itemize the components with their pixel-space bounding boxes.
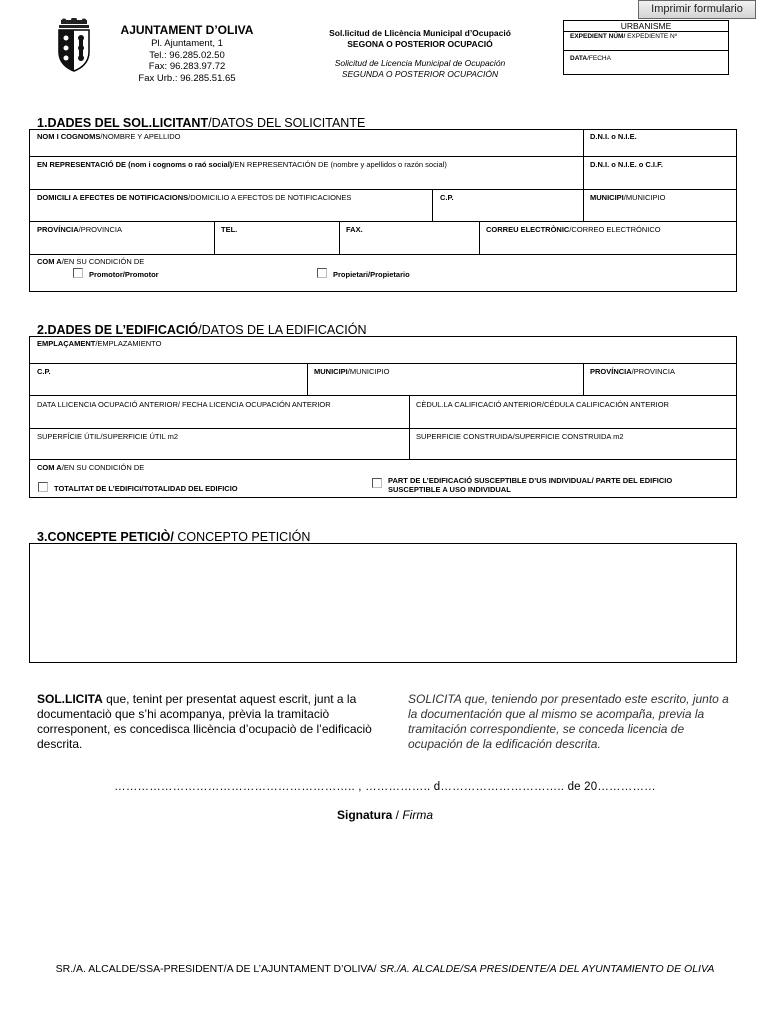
building-table bbox=[29, 336, 737, 498]
print-form-button[interactable]: Imprimir formulario bbox=[638, 0, 756, 19]
fax-field[interactable]: FAX. bbox=[346, 225, 363, 234]
form-title-spanish bbox=[300, 58, 540, 80]
urbanisme-box bbox=[563, 20, 729, 75]
municipality-field[interactable]: MUNICIPI/MUNICIPIO bbox=[590, 193, 666, 202]
section2-title: 2.DADES DE L’EDIFICACIÓ/DATOS DE LA EDIFICACIÓN bbox=[37, 323, 367, 337]
building-part-label: PART DE L’EDIFICACIÓ SUSCEPTIBLE D’US INDIVIDUAL/ PARTE DEL EDIFICIO SUSCEPTIBLE A USO INDIVIDUAL bbox=[388, 476, 673, 494]
council-name: AJUNTAMENT D’OLIVA bbox=[120, 23, 254, 37]
form-title-valencian bbox=[300, 28, 540, 50]
date-label: DATA/FECHA bbox=[570, 55, 611, 62]
promotor-label: Promotor/Promotor bbox=[89, 270, 159, 279]
request-concept-textarea[interactable] bbox=[29, 543, 737, 663]
promotor-checkbox[interactable] bbox=[73, 268, 83, 278]
building-postal-code-field[interactable]: C.P. bbox=[37, 367, 51, 376]
phone-line: Tel.: 96.285.02.50 bbox=[149, 49, 225, 61]
request-text-spanish: SOLICITA que, teniendo por presentado este escrito, junto a la documentación que al mismo se acompaña, previa la tramitación correspondiente, se conceda licencia de ocupación de la edificación descrita. bbox=[408, 692, 729, 751]
section3-title: 3.CONCEPTE PETICIÒ/ CONCEPTO PETICIÓN bbox=[37, 530, 311, 544]
whole-building-label: TOTALITAT DE L’EDIFICI/TOTALIDAD DEL EDIFICIO bbox=[54, 484, 238, 493]
urbanisme-heading: URBANISME bbox=[564, 21, 728, 32]
addressee-footer: SR./A. ALCALDE/SSA-PRESIDENT/A DE L’AJUNTAMENT D’OLIVA/ SR./A. ALCALDE/SA PRESIDENTE/A DEL AYUNTAMIENTO DE OLIVA bbox=[55, 963, 715, 975]
section1-title: 1.DADES DEL SOL.LICITANT/DATOS DEL SOLICITANTE bbox=[37, 116, 366, 130]
fax-line: Fax: 96.283.97.72 bbox=[148, 61, 226, 72]
useful-area-field[interactable]: SUPERFÍCIE ÚTIL/SUPERFICIE ÚTIL m2 bbox=[37, 432, 178, 441]
fax-urb-line: Fax Urb.: 96.285.51.65 bbox=[138, 72, 236, 84]
title-line: Sol.licitud de Llicència Municipal d’Ocupació bbox=[329, 28, 511, 38]
building-capacity-label: COM A/EN SU CONDICIÓN DE bbox=[37, 463, 145, 472]
province-field[interactable]: PROVÍNCIA/PROVINCIA bbox=[37, 225, 123, 234]
dni-cif-field[interactable]: D.N.I. o N.I.E. o C.I.F. bbox=[590, 160, 663, 169]
owner-label: Propietari/Propietario bbox=[333, 270, 410, 279]
email-field[interactable]: CORREU ELECTRÒNIC/CORREO ELECTRÓNICO bbox=[486, 225, 661, 234]
signature-label: Signatura / Firma bbox=[336, 808, 434, 822]
request-text-valencian: SOL.LICITA que, tenint per presentat aquest escrit, junt a la documentaciò que s’hi acompanya, prèvia la tramitaciò corresponent, es concedisca llicència d’ocupaciò de l’edificaciò descrita. bbox=[37, 692, 372, 751]
coat-of-arms-icon bbox=[55, 18, 93, 72]
building-municipality-field[interactable]: MUNICIPI/MUNICIPIO bbox=[314, 367, 390, 376]
location-field[interactable]: EMPLAÇAMENT/EMPLAZAMIENTO bbox=[37, 339, 162, 348]
applicant-table bbox=[29, 129, 737, 292]
postal-code-field[interactable]: C.P. bbox=[440, 193, 454, 202]
phone-field[interactable]: TEL. bbox=[221, 225, 238, 234]
representation-field[interactable]: EN REPRESENTACIÓ DE (nom i cognoms o raó social)/EN REPRESENTACIÓN DE (nombre y apellidos o razón social) bbox=[37, 160, 447, 169]
previous-certificate-field[interactable]: CÈDUL.LA CALIFICACIÓ ANTERIOR/CÉDULA CALIFICACIÓN ANTERIOR bbox=[416, 400, 669, 409]
capacity-label: COM A/EN SU CONDICIÓN DE bbox=[37, 257, 145, 266]
council-address bbox=[112, 38, 262, 84]
place-date-line[interactable]: …………………………………………………….. , …………….. d………………………….. de 20…………… bbox=[114, 781, 656, 793]
address-line: Pl. Ajuntament, 1 bbox=[151, 38, 223, 49]
built-area-field[interactable]: SUPERFICIE CONSTRUIDA/SUPERFICIE CONSTRUIDA m2 bbox=[416, 432, 624, 441]
name-field[interactable]: NOM I COGNOMS/NOMBRE Y APELLIDO bbox=[37, 132, 181, 141]
dni-field[interactable]: D.N.I. o N.I.E. bbox=[590, 132, 637, 141]
expedient-number-label: EXPEDIENT NÚM/ EXPEDIENTE Nº bbox=[570, 33, 678, 40]
building-part-checkbox[interactable] bbox=[372, 478, 382, 488]
title-line: Solicitud de Licencia Municipal de Ocupación bbox=[334, 58, 506, 68]
previous-license-date-field[interactable]: DATA LLICENCIA OCUPACIÓ ANTERIOR/ FECHA LICENCIA OCUPACIÓN ANTERIOR bbox=[37, 400, 331, 409]
owner-checkbox[interactable] bbox=[317, 268, 327, 278]
title-line: SEGONA O POSTERIOR OCUPACIÓ bbox=[347, 39, 493, 49]
building-province-field[interactable]: PROVÍNCIA/PROVINCIA bbox=[590, 367, 676, 376]
whole-building-checkbox[interactable] bbox=[38, 482, 48, 492]
title-line: SEGUNDA O POSTERIOR OCUPACIÓN bbox=[341, 69, 499, 79]
domicile-field[interactable]: DOMICILI A EFECTES DE NOTIFICACIONS/DOMICILIO A EFECTOS DE NOTIFICACIONES bbox=[37, 193, 352, 202]
